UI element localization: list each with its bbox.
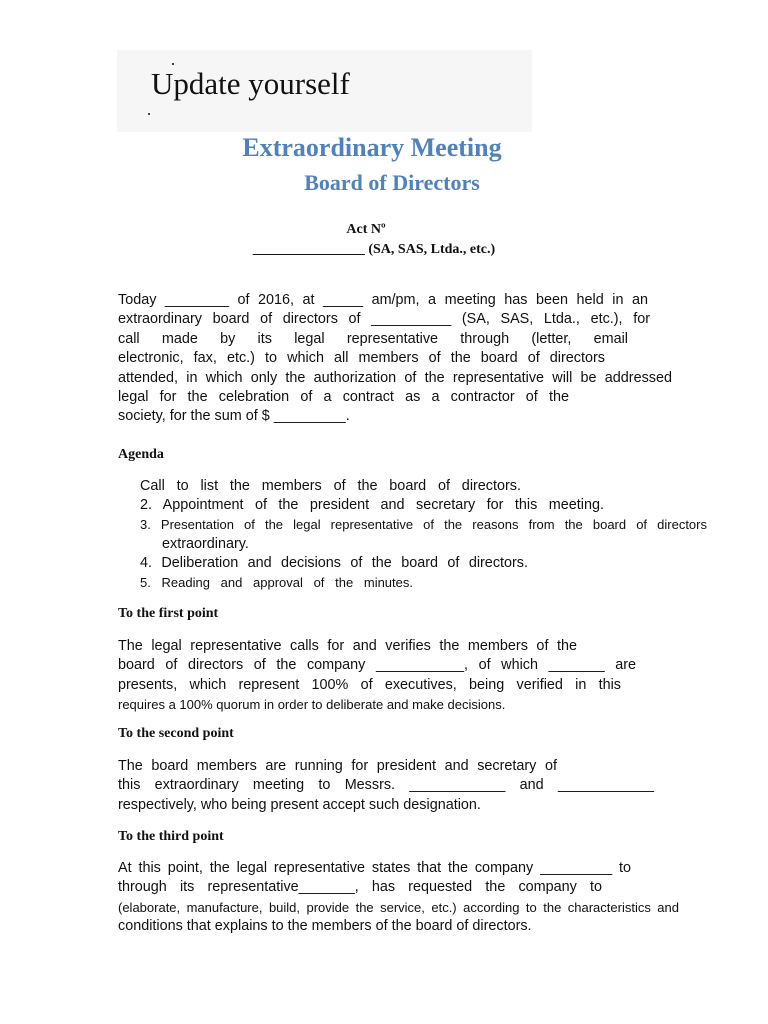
- text-line: (elaborate, manufacture, build, provide the service, etc.) according to the characteristics and: [118, 899, 679, 915]
- intro-paragraph: [118, 291, 672, 427]
- text-line: legal for the celebration of a contract as a contractor of the: [118, 389, 569, 406]
- text-line: attended, in which only the authorization of the representative will be addressed: [118, 369, 672, 386]
- banner-title: Update yourself: [151, 66, 350, 101]
- text-line: presents, which represent 100% of executives, being verified in this: [118, 676, 621, 693]
- text-line: this extraordinary meeting to Messrs. ____________ and ____________: [118, 777, 654, 794]
- act-number-label: Act Nº: [346, 222, 386, 237]
- text-line: respectively, who being present accept such designation.: [118, 796, 481, 813]
- text-line: The board members are running for president and secretary of: [118, 758, 557, 774]
- text-line: through its representative_______, has requested the company to: [118, 879, 602, 896]
- text-line: conditions that explains to the members of the board of directors.: [118, 918, 532, 935]
- agenda-item: 4. Deliberation and decisions of the board of directors.: [140, 554, 528, 571]
- banner-mark: [172, 63, 174, 65]
- document-subtitle: Board of Directors: [304, 170, 480, 195]
- agenda-item: Call to list the members of the board of directors.: [140, 478, 521, 494]
- text-line: extraordinary board of directors of __________ (SA, SAS, Ltda., etc.), for: [118, 311, 650, 328]
- third-point-heading: To the third point: [118, 829, 224, 844]
- text-line: call made by its legal representative through (letter, email: [118, 330, 628, 347]
- second-point-paragraph: [118, 757, 654, 815]
- second-point-heading: To the second point: [118, 726, 234, 741]
- text-line: electronic, fax, etc.) to which all members of the board of directors: [118, 350, 605, 367]
- first-point-paragraph: [118, 637, 636, 715]
- agenda-heading: Agenda: [118, 447, 164, 462]
- third-point-paragraph: [118, 859, 679, 937]
- agenda-list: [140, 477, 707, 592]
- text-line: Today ________ of 2016, at _____ am/pm, a meeting has been held in an: [118, 292, 648, 308]
- agenda-item: 3. Presentation of the legal representative of the reasons from the board of directors: [140, 517, 707, 533]
- document-title: Extraordinary Meeting: [242, 133, 502, 162]
- text-line: At this point, the legal representative states that the company _________ to: [118, 860, 631, 876]
- first-point-heading: To the first point: [118, 606, 219, 621]
- text-line: board of directors of the company ___________, of which _______ are: [118, 657, 636, 674]
- agenda-item: 2. Appointment of the president and secretary for this meeting.: [140, 497, 604, 514]
- text-line: society, for the sum of $ _________.: [118, 408, 350, 425]
- text-line: requires a 100% quorum in order to deliberate and make decisions.: [118, 697, 506, 713]
- banner-mark: [148, 113, 150, 115]
- agenda-item: 5. Reading and approval of the minutes.: [140, 575, 413, 591]
- act-company-line: ________________ (SA, SAS, Ltda., etc.): [252, 242, 496, 257]
- agenda-item: extraordinary.: [162, 535, 249, 552]
- text-line: The legal representative calls for and verifies the members of the: [118, 638, 577, 654]
